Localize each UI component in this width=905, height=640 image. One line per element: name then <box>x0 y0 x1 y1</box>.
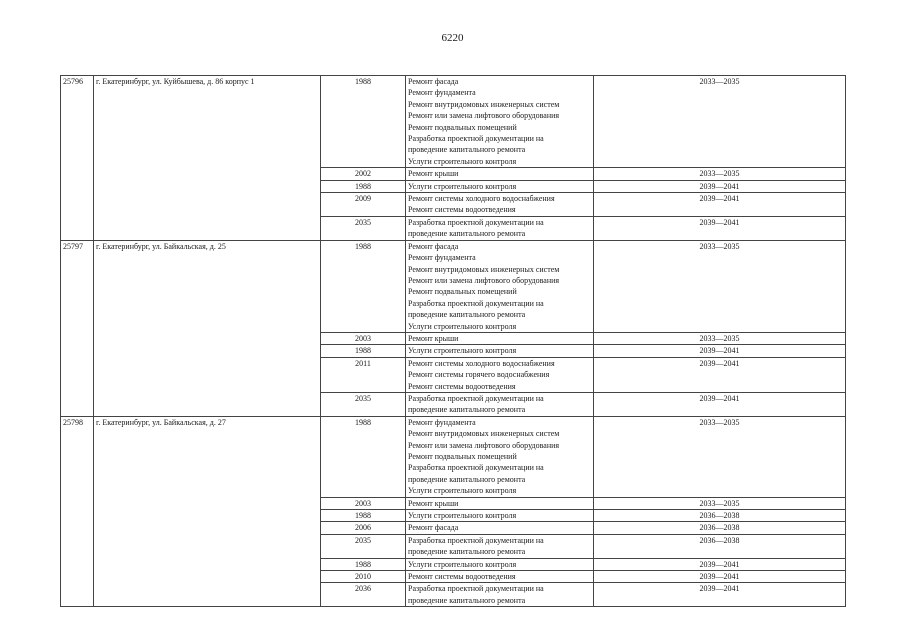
work-item: Услуги строительного контроля <box>408 486 517 496</box>
works-cell <box>406 345 594 357</box>
period-cell: 2039—2041 <box>594 193 846 217</box>
work-item: Разработка проектной документации на <box>408 535 544 545</box>
building-address-cell: г. Екатеринбург, ул. Байкальская, д. 25 <box>94 240 321 416</box>
year-cell: 2011 <box>321 357 406 392</box>
year-cell: 2006 <box>321 522 406 534</box>
work-item: Ремонт фасада <box>408 523 459 533</box>
year-cell: 2035 <box>321 392 406 416</box>
period-cell: 2039—2041 <box>594 216 846 240</box>
year-cell: 2010 <box>321 571 406 583</box>
work-item: проведение капитального ремонта <box>408 547 526 557</box>
works-cell <box>406 216 594 240</box>
period-cell: 2033—2035 <box>594 497 846 509</box>
work-item: проведение капитального ремонта <box>408 145 526 155</box>
work-item: Ремонт подвальных помещений <box>408 452 517 461</box>
work-item: Ремонт или замена лифтового оборудования <box>408 111 560 121</box>
year-cell: 1988 <box>321 510 406 522</box>
year-cell: 2035 <box>321 216 406 240</box>
work-item: Ремонт фасада <box>408 77 459 86</box>
work-item: Ремонт фасада <box>408 241 459 251</box>
work-item: проведение капитального ремонта <box>408 310 526 320</box>
works-cell <box>406 558 594 570</box>
work-item: проведение капитального ремонта <box>408 229 526 239</box>
work-item: Ремонт крыши <box>408 169 459 179</box>
works-cell <box>406 332 594 344</box>
work-item: Ремонт подвальных помещений <box>408 122 517 132</box>
period-cell: 2036—2038 <box>594 510 846 522</box>
work-item: Ремонт внутридомовых инженерных систем <box>408 99 560 109</box>
table-row <box>61 76 846 168</box>
building-address-cell: г. Екатеринбург, ул. Куйбышева, д. 86 корпус 1 <box>94 76 321 241</box>
building-id-cell: 25797 <box>61 240 94 416</box>
work-item: Ремонт системы холодного водоснабжения <box>408 358 555 368</box>
year-cell: 2036 <box>321 583 406 607</box>
work-item: Разработка проектной документации на <box>408 463 544 473</box>
work-item: Услуги строительного контроля <box>408 321 517 331</box>
works-cell <box>406 168 594 180</box>
work-item: Услуги строительного контроля <box>408 346 517 356</box>
works-cell <box>406 497 594 509</box>
year-cell: 1988 <box>321 345 406 357</box>
work-item: Ремонт крыши <box>408 498 459 508</box>
work-item: проведение капитального ремонта <box>408 474 526 484</box>
work-item: Разработка проектной документации на <box>408 134 544 144</box>
year-cell: 1988 <box>321 416 406 497</box>
year-cell: 1988 <box>321 76 406 168</box>
year-cell: 2009 <box>321 193 406 217</box>
year-cell: 1988 <box>321 180 406 192</box>
works-cell <box>406 193 594 217</box>
year-cell: 2035 <box>321 534 406 558</box>
work-item: Ремонт подвальных помещений <box>408 287 517 297</box>
period-cell: 2033—2035 <box>594 168 846 180</box>
works-cell <box>406 76 594 168</box>
work-item: Ремонт системы горячего водоснабжения <box>408 370 550 380</box>
period-cell: 2036—2038 <box>594 534 846 558</box>
year-cell: 2003 <box>321 497 406 509</box>
work-item: проведение капитального ремонта <box>408 405 526 415</box>
table-body <box>61 76 846 607</box>
work-item: Разработка проектной документации на <box>408 298 544 308</box>
works-cell <box>406 534 594 558</box>
work-item: Ремонт внутридомовых инженерных систем <box>408 264 560 274</box>
works-cell <box>406 522 594 534</box>
period-cell: 2033—2035 <box>594 76 846 168</box>
period-cell: 2039—2041 <box>594 558 846 570</box>
page-number: 6220 <box>441 32 464 44</box>
period-cell: 2036—2038 <box>594 522 846 534</box>
period-cell: 2039—2041 <box>594 571 846 583</box>
period-cell: 2039—2041 <box>594 357 846 392</box>
period-cell: 2033—2035 <box>594 416 846 497</box>
work-item: Ремонт системы холодного водоснабжения <box>408 194 555 204</box>
work-item: Ремонт фундамента <box>408 88 476 98</box>
work-item: Ремонт фундамента <box>408 253 476 263</box>
repair-schedule-table <box>60 75 846 607</box>
period-cell: 2039—2041 <box>594 345 846 357</box>
work-item: Ремонт внутридомовых инженерных систем <box>408 429 560 439</box>
work-item: Разработка проектной документации на <box>408 393 544 403</box>
building-id-cell: 25796 <box>61 76 94 241</box>
work-item: Разработка проектной документации на <box>408 584 544 594</box>
works-cell <box>406 392 594 416</box>
works-cell <box>406 357 594 392</box>
works-cell <box>406 180 594 192</box>
work-item: проведение капитального ремонта <box>408 595 526 605</box>
period-cell: 2033—2035 <box>594 240 846 332</box>
work-item: Услуги строительного контроля <box>408 181 517 191</box>
work-item: Услуги строительного контроля <box>408 559 517 569</box>
works-cell <box>406 240 594 332</box>
work-item: Ремонт системы водоотведения <box>408 381 516 391</box>
table-row <box>61 240 846 332</box>
works-cell <box>406 510 594 522</box>
work-item: Ремонт крыши <box>408 333 459 343</box>
period-cell: 2033—2035 <box>594 332 846 344</box>
works-cell <box>406 583 594 607</box>
year-cell: 1988 <box>321 240 406 332</box>
work-item: Ремонт или замена лифтового оборудования <box>408 440 560 450</box>
period-cell: 2039—2041 <box>594 583 846 607</box>
year-cell: 2002 <box>321 168 406 180</box>
work-item: Ремонт фундамента <box>408 417 476 427</box>
work-item: Ремонт или замена лифтового оборудования <box>408 275 560 285</box>
year-cell: 1988 <box>321 558 406 570</box>
period-cell: 2039—2041 <box>594 392 846 416</box>
work-item: Услуги строительного контроля <box>408 511 517 521</box>
period-cell: 2039—2041 <box>594 180 846 192</box>
year-cell: 2003 <box>321 332 406 344</box>
works-cell <box>406 416 594 497</box>
work-item: Услуги строительного контроля <box>408 156 517 166</box>
works-cell <box>406 571 594 583</box>
work-item: Ремонт системы водоотведения <box>408 572 516 582</box>
work-item: Разработка проектной документации на <box>408 217 544 227</box>
work-item: Ремонт системы водоотведения <box>408 205 516 215</box>
building-address-cell: г. Екатеринбург, ул. Байкальская, д. 27 <box>94 416 321 607</box>
building-id-cell: 25798 <box>61 416 94 607</box>
table-row <box>61 416 846 497</box>
